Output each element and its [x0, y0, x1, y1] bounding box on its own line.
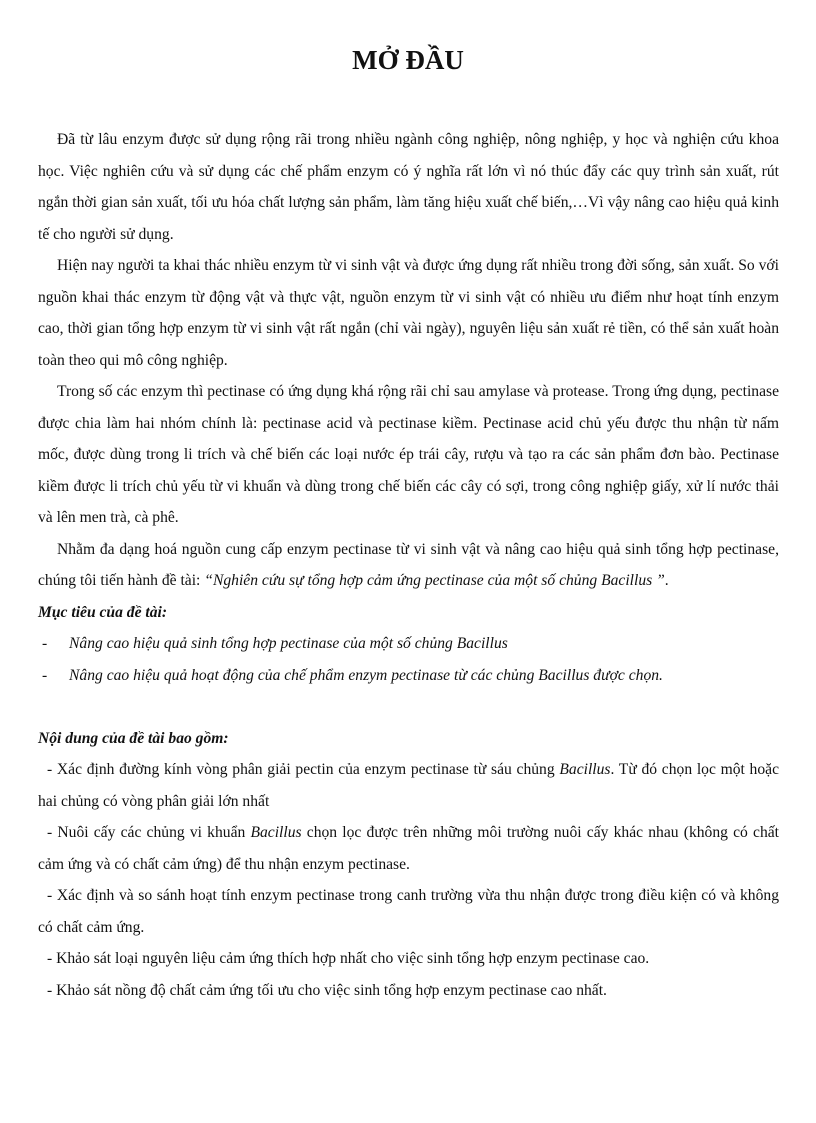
- bullet-dash: -: [42, 635, 48, 652]
- topic-prefix: Nhằm đa dạng hoá nguồn cung cấp enzym pectinase từ vi sinh vật và nâng cao hiệu quả sinh tổng hợp pectinase, chúng tôi tiến hành đề tài:: [38, 540, 779, 589]
- content-item: [38, 817, 779, 880]
- objective-text: Nâng cao hiệu quả hoạt động của chế phẩm enzym pectinase từ các chủng Bacillus được chọn.: [69, 666, 663, 684]
- topic-title: “Nghiên cứu sự tổng hợp cảm ứng pectinase của một số chủng Bacillus ”: [204, 572, 665, 589]
- topic-suffix: .: [664, 572, 669, 589]
- page-title: MỞ ĐẦU: [352, 45, 464, 75]
- content-item: [38, 975, 779, 1007]
- content-text: - Nuôi cấy các chủng vi khuẩn: [47, 824, 251, 841]
- content-text: - Xác định đường kính vòng phân giải pectin của enzym pectinase từ sáu chủng: [47, 761, 560, 778]
- content-text: - Khảo sát nồng độ chất cảm ứng tối ưu cho việc sinh tổng hợp enzym pectinase cao nhất.: [47, 981, 607, 999]
- content-text: - Xác định và so sánh hoạt tính enzym pectinase trong canh trường vừa thu nhận được trong điều kiện có và không có chất cảm ứng.: [38, 887, 779, 936]
- objective-item: [38, 628, 779, 660]
- content-text: . Từ đó chọn lọc một hoặc hai chủng có vòng phân giải lớn nhất: [38, 761, 779, 810]
- topic-paragraph: [38, 534, 779, 597]
- document-body: [38, 124, 779, 1006]
- objective-text: Nâng cao hiệu quả sinh tổng hợp pectinase của một số chủng Bacillus: [69, 635, 508, 652]
- content-item: [38, 943, 779, 975]
- content-item: [38, 880, 779, 943]
- objectives-heading: Mục tiêu của đề tài:: [38, 603, 168, 621]
- objective-item: [38, 660, 779, 692]
- content-italic: Bacillus: [559, 761, 611, 778]
- intro-paragraph-2: Hiện nay người ta khai thác nhiều enzym từ vi sinh vật và được ứng dụng rất nhiều trong đời sống, sản xuất. So với nguồn khai thác enzym từ động vật và thực vật, nguồn enzym từ vi sinh vật có nhiều ưu điểm như hoạt tính enzym cao, thời gian tổng hợp enzym từ vi sinh vật rất ngắn (chỉ vài ngày), nguyên liệu sản xuất rẻ tiền, có thể sản xuất hoàn toàn theo qui mô công nghiệp.: [38, 257, 779, 369]
- bullet-dash: -: [42, 666, 48, 684]
- spacer: [38, 691, 779, 723]
- contents-heading: Nội dung của đề tài bao gồm:: [38, 729, 229, 747]
- content-text: - Khảo sát loại nguyên liệu cảm ứng thích hợp nhất cho việc sinh tổng hợp enzym pectinase cao.: [47, 950, 650, 967]
- intro-paragraph-3: Trong số các enzym thì pectinase có ứng dụng khá rộng rãi chỉ sau amylase và protease. Trong ứng dụng, pectinase được chia làm hai nhóm chính là: pectinase acid và pectinase kiềm. Pectinase acid chủ yếu được thu nhận từ nấm mốc, được dùng trong li trích và chế biến các loại nước ép trái cây, rượu và tạo ra các sản phẩm đơn bào. Pectinase kiềm được li trích chủ yếu từ vi khuẩn và dùng trong chế biến các cây có sợi, trong công nghiệp giấy, xử lí nước thải và lên men trà, cà phê.: [38, 383, 779, 526]
- content-text: chọn lọc được trên những môi trường nuôi cấy khác nhau (không có chất cảm ứng và có chất cảm ứng) để thu nhận enzym pectinase.: [38, 824, 780, 873]
- content-item: [38, 754, 779, 817]
- content-italic: Bacillus: [250, 824, 302, 841]
- intro-paragraph-1: Đã từ lâu enzym được sử dụng rộng rãi trong nhiều ngành công nghiệp, nông nghiệp, y học và nghiện cứu khoa học. Việc nghiên cứu và sử dụng các chế phẩm enzym có ý nghĩa rất lớn vì nó thúc đẩy các quy trình sản xuất, rút ngắn thời gian sản xuất, tối ưu hóa chất lượng sản phẩm, làm tăng hiệu xuất chế biến,…Vì vậy nâng cao hiệu quả kinh tế cho người sử dụng.: [38, 131, 779, 243]
